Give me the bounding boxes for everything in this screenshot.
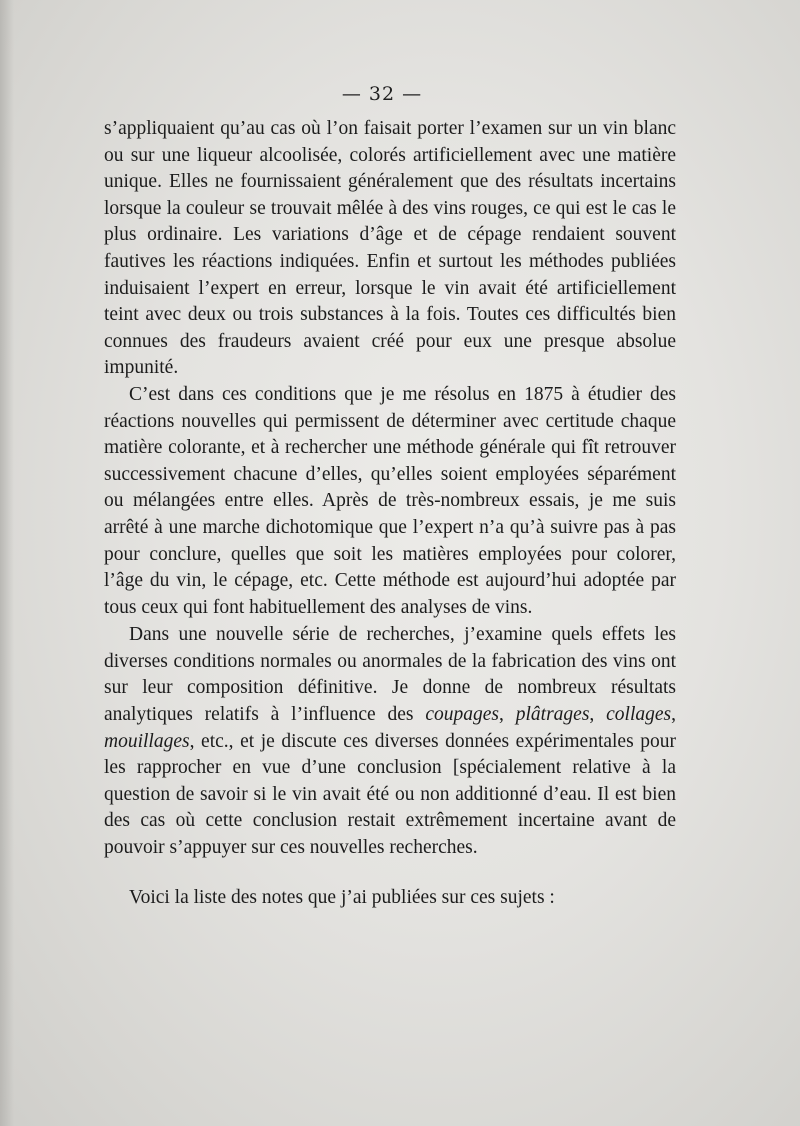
separator: ,: [589, 704, 607, 726]
paragraph-4: Voici la liste des notes que j’ai publiées sur ces sujets :: [129, 886, 555, 908]
body-text: [104, 116, 676, 911]
term-mouillages: mouillages: [104, 730, 190, 752]
separator: ,: [499, 704, 516, 726]
paragraph-2: C’est dans ces conditions que je me résolus en 1875 à étudier des réactions nouvelles qui permissent de déterminer avec certitude chaque matière colorante, et à rechercher une méthode générale qui fît retrouver successivement chacune d’elles, qu’elles soient employées séparément ou mélangées entre elles. Après de très-nombreux essais, je me suis arrêté à une marche dichotomique que l’expert n’a qu’à suivre pas à pas pour conclure, quelles que soit les matières employées pour colorer, l’âge du vin, le cépage, etc. Cette méthode est aujourd’hui adoptée par tous ceux qui font habituellement des analyses de vins.: [104, 383, 676, 618]
page-number: — 32 —: [341, 83, 423, 105]
term-coupages: coupages: [425, 704, 499, 726]
term-collages: collages: [606, 704, 672, 726]
paragraph-3: [104, 622, 676, 861]
page-edge-shadow: [0, 0, 14, 1126]
separator: ,: [671, 704, 676, 726]
term-platrages: plâtrages: [515, 704, 590, 726]
paragraph-3-text-start: Dans une nouvelle série de recherches, j’examine quels effets les diverses conditions normales ou anormales de la fabrication des vins ont sur leur composition définitive. Je donne de nombreux résultats analytiques relatifs à l’influence des: [104, 624, 676, 726]
paragraph-3-text-end: , etc., et je discute ces diverses données expérimentales pour les rapprocher en vue d’une conclusion [spécialement relative à la question de savoir si le vin avait été ou non additionné d’eau. Il est bien des cas où cette conclusion restait extrêmement incertaine avant de pouvoir s’appuyer sur ces nouvelles recherches.: [104, 730, 676, 859]
paragraph-1: s’appliquaient qu’au cas où l’on faisait porter l’examen sur un vin blanc ou sur une liqueur alcoolisée, colorés artificiellement avec une matière unique. Elles ne fournissaient généralement que des résultats incertains lorsque la couleur se trouvait mêlée à des vins rouges, ce qui est le cas le plus ordinaire. Les variations d’âge et de cépage rendaient souvent fautives les réactions indiquées. Enfin et surtout les méthodes publiées induisaient l’expert en erreur, lorsque le vin avait été artificiellement teint avec deux ou trois substances à la fois. Toutes ces difficultés bien connues des fraudeurs avaient créé pour eux une presque absolue impunité.: [104, 118, 676, 379]
